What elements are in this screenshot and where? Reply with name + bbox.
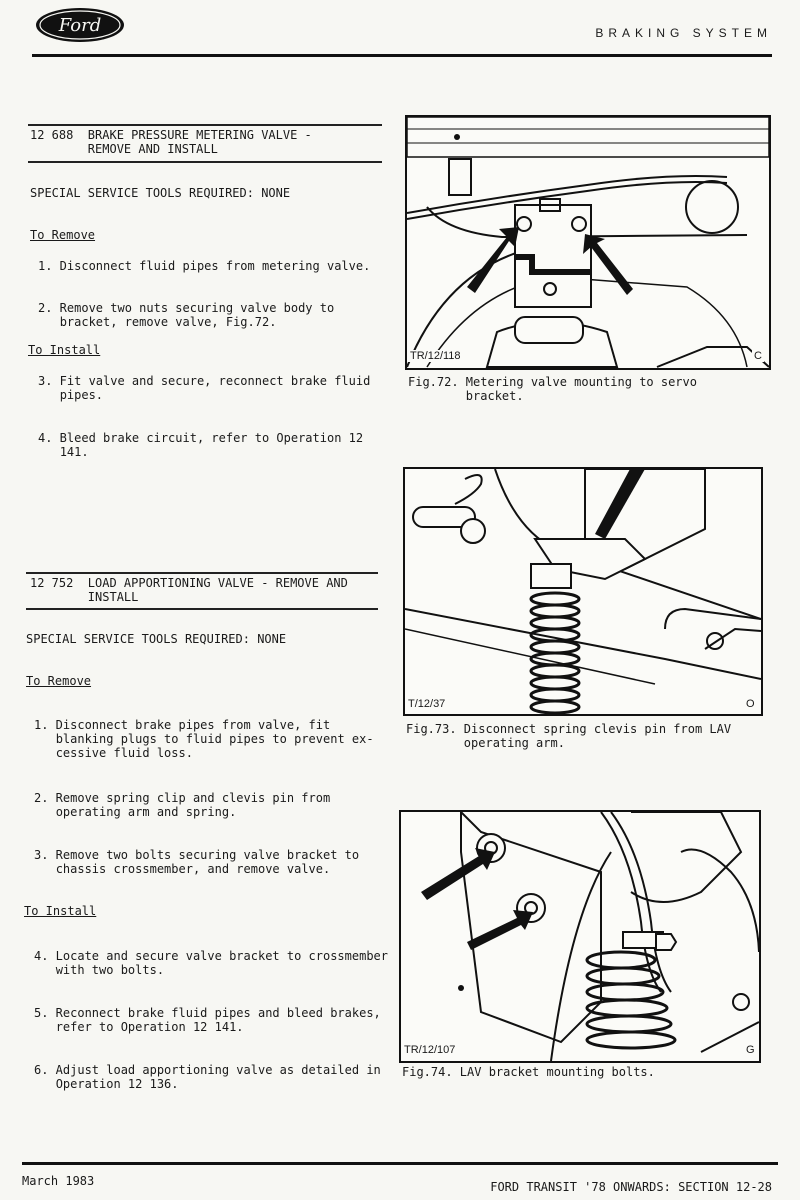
figure-72-ref: TR/12/118: [410, 350, 461, 362]
ford-logo: [34, 6, 126, 44]
footer-date: March 1983: [22, 1174, 95, 1188]
section2-tools: SPECIAL SERVICE TOOLS REQUIRED: NONE: [26, 632, 287, 646]
section2-remove-heading: To Remove: [26, 674, 92, 688]
section1-tools: SPECIAL SERVICE TOOLS REQUIRED: NONE: [30, 186, 291, 200]
logo-text: Ford: [58, 15, 102, 36]
section1-title-line2: REMOVE AND INSTALL: [30, 142, 218, 156]
section2-step3: 3. Remove two bolts securing valve bracket to chassis crossmember, and remove valve.: [34, 848, 360, 876]
section2-step2: 2. Remove spring clip and clevis pin from operating arm and spring.: [34, 791, 331, 819]
section2-top-rule: [26, 572, 378, 574]
section1-step3: 3. Fit valve and secure, reconnect brake fluid pipes.: [38, 374, 371, 402]
section2-bottom-rule: [26, 608, 378, 610]
figure-72-illustration: [405, 115, 771, 370]
figure-74-illustration: [399, 810, 761, 1063]
section2-title-line2: INSTALL: [30, 590, 139, 604]
figure-72-corner-mark: C: [754, 350, 762, 362]
section1-step1: 1. Disconnect fluid pipes from metering valve.: [38, 259, 371, 273]
section2-step1: 1. Disconnect brake pipes from valve, fit blanking plugs to fluid pipes to prevent ex- cessive fluid loss.: [34, 718, 374, 760]
figure-74-corner-mark: G: [746, 1044, 755, 1056]
section2-install-heading: To Install: [24, 904, 97, 918]
footer-rule: [22, 1162, 778, 1165]
section2-step6: 6. Adjust load apportioning valve as detailed in Operation 12 136.: [34, 1063, 381, 1091]
section1-bottom-rule: [28, 161, 382, 163]
figure-74-ref: TR/12/107: [404, 1044, 456, 1056]
figure-73-corner-mark: O: [746, 698, 755, 710]
section1-remove-heading: To Remove: [30, 228, 96, 242]
figure-74-caption: Fig.74. LAV bracket mounting bolts.: [402, 1065, 655, 1079]
running-head: BRAKING SYSTEM: [595, 26, 772, 40]
header-rule: [32, 54, 772, 57]
figure-73-illustration: [403, 467, 763, 716]
figure-73-ref: T/12/37: [408, 698, 446, 710]
section1-step4: 4. Bleed brake circuit, refer to Operation 12 141.: [38, 431, 364, 459]
section2-title-line1: 12 752 LOAD APPORTIONING VALVE - REMOVE AND: [30, 576, 348, 590]
section1-step2: 2. Remove two nuts securing valve body to bracket, remove valve, Fig.72.: [38, 301, 335, 329]
section2-step4: 4. Locate and secure valve bracket to crossmember with two bolts.: [34, 949, 389, 977]
figure-73-caption: Fig.73. Disconnect spring clevis pin from LAV operating arm.: [406, 722, 732, 750]
section2-step5: 5. Reconnect brake fluid pipes and bleed brakes, refer to Operation 12 141.: [34, 1006, 381, 1034]
section1-install-heading: To Install: [28, 343, 101, 357]
footer-manual-section: FORD TRANSIT '78 ONWARDS: SECTION 12-28: [490, 1180, 772, 1194]
section1-title-line1: 12 688 BRAKE PRESSURE METERING VALVE -: [30, 128, 312, 142]
section1-top-rule: [28, 124, 382, 126]
figure-72-caption: Fig.72. Metering valve mounting to servo bracket.: [408, 375, 697, 403]
